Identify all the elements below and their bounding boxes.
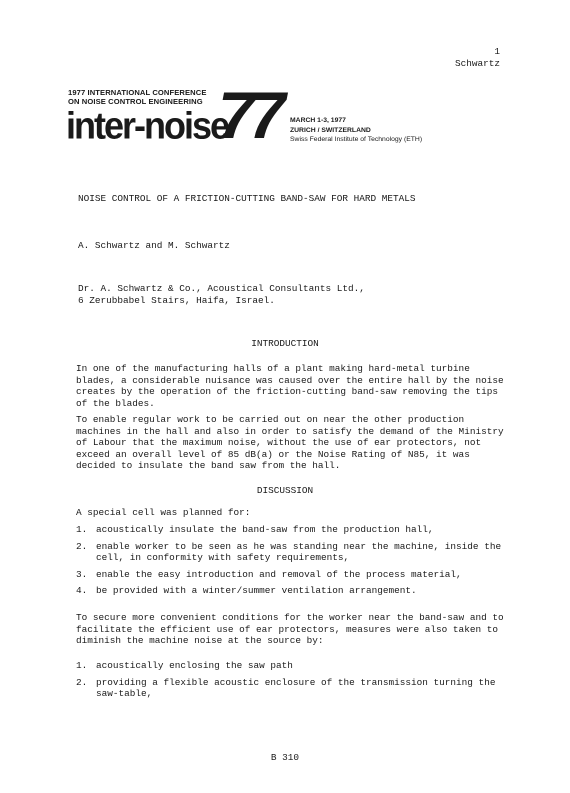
list-item-text: providing a flexible acoustic enclosure of the transmission turning the saw-table, [96, 676, 496, 700]
running-author: Schwartz [454, 57, 500, 69]
list-item [76, 660, 506, 672]
list-item-number: 1. [76, 660, 88, 671]
internoise-logo-year: 77 [218, 78, 280, 152]
list-item [76, 585, 506, 597]
list-item-number: 2. [76, 540, 88, 552]
conference-place: ZURICH / SWITZERLAND [290, 126, 371, 134]
paper-title: NOISE CONTROL OF A FRICTION-CUTTING BAND-SAW FOR HARD METALS [78, 193, 416, 204]
list-item-text: be provided with a winter/summer ventilation arrangement. [96, 585, 417, 597]
list-item-number: 4. [76, 585, 88, 597]
conference-line-1: 1977 INTERNATIONAL CONFERENCE [68, 88, 207, 97]
list-item [76, 524, 506, 536]
list-item-number: 2. [76, 676, 88, 688]
list-item [76, 569, 506, 581]
discussion-paragraph-2: To secure more convenient conditions for the worker near the band-saw and to facilitate the efficient use of ear protectors, measures were also taken to diminish the machine noise at the source by: [76, 612, 504, 647]
list-item-text: enable worker to be seen as he was standing near the machine, inside the cell, in conformity with safety requirements, [96, 540, 502, 564]
running-header [455, 46, 500, 69]
page-number: 1 [494, 46, 500, 57]
conference-line-2: ON NOISE CONTROL ENGINEERING [68, 97, 203, 106]
list-item-text: acoustically enclosing the saw path [96, 660, 293, 671]
discussion-intro: A special cell was planned for: [76, 507, 251, 518]
discussion-heading: DISCUSSION [256, 485, 314, 496]
introduction-heading: INTRODUCTION [251, 338, 319, 349]
list-item-number: 3. [76, 568, 88, 580]
source-measures-list [76, 660, 506, 705]
introduction-paragraph-1: In one of the manufacturing halls of a plant making hard-metal turbine blades, a considerable nuisance was caused over the entire hall by the noise creates by the operation of the friction-cutting band-saw removing the tips of the blades. [76, 363, 504, 409]
paper-authors: A. Schwartz and M. Schwartz [78, 240, 230, 251]
list-item [76, 541, 506, 564]
cell-requirements-list [76, 524, 506, 602]
introduction-paragraph-2: To enable regular work to be carried out on near the other production machines in the hall and also in order to satisfy the demand of the Ministry of Labour that the maximum noise, without the use of ear protectors, not exceed an overall level of 85 dB(a) or the Noise Rating of N85, it was decided to insulate the band saw from the hall. [76, 414, 504, 472]
list-item-number: 1. [76, 524, 88, 535]
conference-date: MARCH 1-3, 1977 [290, 117, 346, 124]
page-code: B 310 [270, 752, 300, 763]
internoise-logo-word: inter-noise [66, 103, 229, 147]
author-affiliation [78, 283, 365, 306]
affiliation-line-1: Dr. A. Schwartz & Co., Acoustical Consultants Ltd., [78, 283, 365, 294]
list-item-text: enable the easy introduction and removal of the process material, [96, 568, 462, 580]
affiliation-line-2: 6 Zerubbabel Stairs, Haifa, Israel. [78, 294, 275, 306]
conference-institute: Swiss Federal Institute of Technology (ETH) [290, 136, 423, 144]
conference-date-block [290, 116, 422, 145]
list-item-text: acoustically insulate the band-saw from the production hall, [96, 524, 434, 535]
list-item [76, 677, 506, 700]
